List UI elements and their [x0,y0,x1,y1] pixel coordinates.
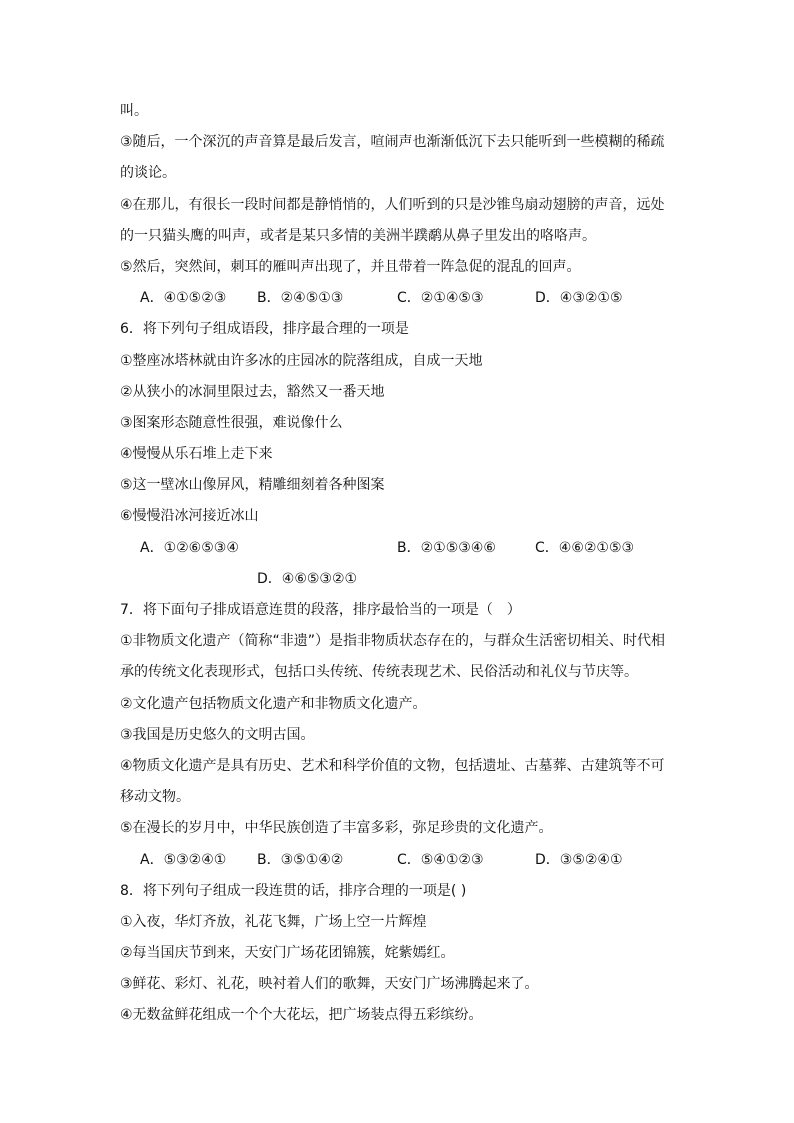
question-stem: 8．将下列句子组成一段连贯的话，排序合理的一项是( ) [120,882,467,899]
list-item: ③鲜花、彩灯、礼花，映衬着人们的歌舞，天安门广场沸腾起来了。 [120,976,539,993]
list-item: ④慢慢从乐石堆上走下来 [120,446,273,463]
question-stem: 7．将下面句子排成语意连贯的段落，排序最恰当的一项是（ ） [120,602,521,618]
q6-options-row2 [120,564,680,595]
text-line: ④物质文化遗产是具有历史、艺术和科学价值的文物，包括遗址、古墓葬、古建筑等不可 [120,757,665,774]
option-a: A．①②⑥⑤③④ [140,539,239,556]
text-line: ③随后，一个深沉的声音算是最后发言，喧闹声也渐渐低沉下去只能听到一些模糊的稀疏 [120,134,665,151]
option-d: D．④⑥⑤③②① [257,570,358,587]
text-line: ①非物质文化遗产（简称“非遗”）是指非物质状态存在的，与群众生活密切相关、时代相 [120,633,666,650]
option-c: C．④⑥②①⑤③ [535,539,635,556]
text-line: ⑤然后，突然间，刺耳的雁叫声出现了，并且带着一阵急促的混乱的回声。 [120,258,581,275]
q5-options [120,283,680,314]
list-item: ①入夜，华灯齐放，礼花飞舞，广场上空一片辉煌 [120,913,427,930]
text-line: 叫。 [120,103,148,119]
text-line: ④在那儿，有很长一段时间都是静悄悄的，人们听到的只是沙锥鸟扇动翅膀的声音，远处 [120,196,665,213]
text-line: 承的传统文化表现形式，包括口头传统、传统表现艺术、民俗活动和礼仪与节庆等。 [120,664,638,681]
q7-options [120,845,680,876]
list-item: ①整座冰塔林就由许多冰的庄园冰的院落组成，自成一天地 [120,352,483,369]
option-b: B．③⑤①④② [257,851,344,868]
document-page [120,96,680,1032]
list-item: ④无数盆鲜花组成一个个大花坛，把广场装点得五彩缤纷。 [120,1007,483,1024]
option-a: A．④①⑤②③ [140,290,227,307]
option-c: C．⑤④①②③ [397,851,484,868]
list-item: ②从狭小的冰洞里限过去，豁然又一番天地 [120,383,385,400]
text-line: 移动文物。 [120,789,190,806]
q6-options-row1 [120,533,680,564]
option-d: D．④③②①⑤ [535,290,623,307]
text-line: ③我国是历史悠久的文明古国。 [120,726,315,743]
option-c: C．②①④⑤③ [397,290,484,307]
option-b: B．②④⑤①③ [257,290,344,307]
option-a: A．⑤③②④① [140,851,227,868]
list-item: ⑥慢慢沿冰河接近冰山 [120,508,259,525]
text-line: ②文化遗产包括物质文化遗产和非物质文化遗产。 [120,695,427,712]
text-line: 的一只猫头鹰的叫声，或者是某只多情的美洲半蹼鹬从鼻子里发出的咯咯声。 [120,227,596,244]
list-item: ②每当国庆节到来，天安门广场花团锦簇，姹紫嫣红。 [120,945,455,962]
text-line: 的谈论。 [120,165,176,182]
question-stem: 6．将下列句子组成语段，排序最合理的一项是 [120,321,409,338]
option-b: B．②①⑤③④⑥ [397,539,496,556]
text-line: ⑤在漫长的岁月中，中华民族创造了丰富多彩，弥足珍贵的文化遗产。 [120,820,553,837]
option-d: D．③⑤②④① [535,851,623,868]
list-item: ③图案形态随意性很强，难说像什么 [120,414,343,431]
list-item: ⑤这一壁冰山像屏风，精雕细刻着各种图案 [120,477,385,494]
